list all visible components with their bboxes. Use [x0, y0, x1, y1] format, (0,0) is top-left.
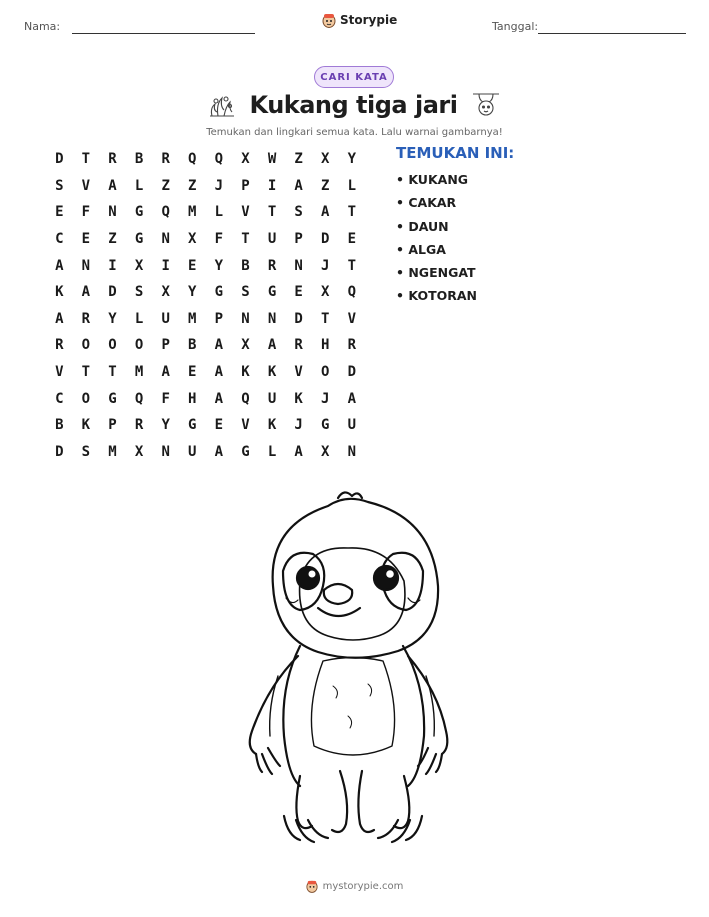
grid-letter[interactable]: J [321, 257, 330, 274]
grid-letter[interactable]: N [347, 443, 357, 460]
grid-letter[interactable]: K [294, 390, 303, 407]
grid-letter[interactable]: Q [134, 390, 144, 407]
grid-letter[interactable]: Y [214, 257, 224, 274]
word-list-item: • DAUN [396, 218, 449, 234]
grid-letter[interactable]: X [321, 443, 330, 460]
grid-letter[interactable]: H [188, 390, 197, 407]
grid-letter[interactable]: E [347, 231, 357, 248]
grid-letter[interactable]: N [81, 257, 91, 274]
grid-letter[interactable]: S [55, 177, 64, 194]
grid-letter[interactable]: M [108, 443, 117, 460]
grid-letter[interactable]: Q [188, 151, 197, 168]
grid-letter[interactable]: G [134, 204, 144, 221]
grid-letter[interactable]: D [347, 364, 357, 381]
grid-letter[interactable]: X [161, 284, 170, 301]
word-list-item: • KUKANG [396, 172, 469, 187]
grid-row [46, 385, 366, 412]
sloth-hanging-icon [471, 90, 501, 120]
grid-letter[interactable]: O [321, 364, 330, 381]
grid-letter[interactable]: J [321, 390, 330, 407]
grid-letter[interactable]: R [108, 151, 117, 168]
grid-letter[interactable]: U [161, 310, 170, 327]
grid-row [46, 306, 366, 333]
grid-letter[interactable]: G [241, 443, 250, 460]
grid-letter[interactable]: T [347, 204, 357, 221]
grid-letter[interactable]: W [267, 151, 277, 168]
grid-letter[interactable]: U [347, 417, 357, 434]
grid-letter[interactable]: A [294, 177, 303, 194]
grid-letter[interactable]: V [347, 310, 357, 327]
grid-letter[interactable]: A [294, 443, 303, 460]
grid-letter[interactable]: D [55, 151, 64, 168]
grid-letter[interactable]: U [267, 231, 277, 248]
grid-letter[interactable]: U [188, 443, 197, 460]
grid-letter[interactable]: Q [241, 390, 250, 407]
grid-letter[interactable]: R [294, 337, 303, 354]
grid-letter[interactable]: R [134, 417, 144, 434]
grid-letter[interactable]: V [294, 364, 303, 381]
grid-letter[interactable]: P [241, 177, 250, 194]
grid-letter[interactable]: X [241, 337, 250, 354]
grid-letter[interactable]: J [294, 417, 303, 434]
grid-letter[interactable]: L [347, 177, 357, 194]
grid-letter[interactable]: F [161, 390, 170, 407]
grid-letter[interactable]: M [134, 364, 144, 381]
grid-letter[interactable]: O [108, 337, 117, 354]
footer-url[interactable]: mystorypie.com [322, 880, 404, 892]
grid-letter[interactable]: Q [347, 284, 357, 301]
grid-letter[interactable]: V [55, 364, 64, 381]
grid-letter[interactable]: O [134, 337, 144, 354]
sloth-illustration [228, 486, 478, 856]
grid-letter[interactable]: I [108, 257, 117, 274]
grid-letter[interactable]: Z [294, 151, 303, 168]
brand-name: Storypie [340, 13, 398, 27]
grid-letter[interactable]: U [267, 390, 277, 407]
grid-letter[interactable]: Y [161, 417, 170, 434]
grid-letter[interactable]: N [161, 443, 170, 460]
grid-letter[interactable]: K [241, 364, 250, 381]
grid-letter[interactable]: N [241, 310, 250, 327]
grid-letter[interactable]: D [108, 284, 117, 301]
word-list-item: • NGENGAT [396, 265, 476, 281]
grid-letter[interactable]: A [214, 443, 224, 460]
grid-letter[interactable]: X [321, 151, 330, 168]
grid-letter[interactable]: R [267, 257, 277, 274]
grid-letter[interactable]: Q [214, 151, 224, 168]
grid-letter[interactable]: E [188, 257, 197, 274]
grid-letter[interactable]: O [81, 390, 91, 407]
grid-letter[interactable]: G [188, 417, 197, 434]
grid-letter[interactable]: X [188, 231, 197, 248]
grid-letter[interactable]: Y [188, 284, 197, 301]
instructions: Temukan dan lingkari semua kata. Lalu warnai gambarnya! [206, 127, 503, 138]
grid-letter[interactable]: P [214, 310, 224, 327]
grid-letter[interactable]: L [267, 443, 277, 460]
grid-letter[interactable]: T [81, 151, 91, 168]
storypie-logo-icon [306, 879, 318, 893]
grid-letter[interactable]: E [294, 284, 303, 301]
grid-letter[interactable]: X [134, 443, 144, 460]
grid-letter[interactable]: E [188, 364, 197, 381]
grid-letter[interactable]: X [134, 257, 144, 274]
grid-letter[interactable]: G [214, 284, 224, 301]
grid-letter[interactable]: S [134, 284, 144, 301]
grid-letter[interactable]: N [294, 257, 303, 274]
grid-letter[interactable]: A [214, 364, 224, 381]
grid-letter[interactable]: A [108, 177, 117, 194]
grid-letter[interactable]: E [81, 231, 91, 248]
grid-letter[interactable]: K [81, 417, 91, 434]
grid-letter[interactable]: P [294, 231, 303, 248]
grid-letter[interactable]: T [81, 364, 91, 381]
grid-letter[interactable]: A [161, 364, 170, 381]
brand-logo [322, 12, 397, 28]
name-field[interactable] [72, 33, 255, 34]
grid-letter[interactable]: K [267, 364, 277, 381]
grid-letter[interactable]: G [108, 390, 117, 407]
grid-row [46, 173, 366, 200]
grid-letter[interactable]: G [134, 231, 144, 248]
grid-row [46, 412, 366, 439]
grid-letter[interactable]: L [134, 310, 144, 327]
grid-letter[interactable]: C [55, 231, 64, 248]
grid-letter[interactable]: N [161, 231, 170, 248]
grid-letter[interactable]: X [321, 284, 330, 301]
grid-letter[interactable]: B [241, 257, 250, 274]
grid-letter[interactable]: N [267, 310, 277, 327]
grid-letter[interactable]: M [188, 310, 197, 327]
grid-letter[interactable]: X [241, 151, 250, 168]
grid-letter[interactable]: Q [161, 204, 170, 221]
word-search-grid[interactable] [46, 146, 366, 465]
grid-letter[interactable]: G [321, 417, 330, 434]
word-list-title: TEMUKAN INI: [396, 144, 515, 162]
grid-letter[interactable]: P [108, 417, 117, 434]
grid-letter[interactable]: G [267, 284, 277, 301]
grid-letter[interactable]: S [241, 284, 250, 301]
grid-letter[interactable]: Y [347, 151, 357, 168]
grid-letter[interactable]: K [55, 284, 64, 301]
activity-badge: CARI KATA [314, 66, 394, 88]
footer [0, 879, 709, 893]
algae-icon [208, 92, 236, 118]
grid-letter[interactable]: D [294, 310, 303, 327]
grid-row [46, 359, 366, 386]
grid-letter[interactable]: A [321, 204, 330, 221]
grid-row [46, 226, 366, 253]
grid-row [46, 332, 366, 359]
grid-letter[interactable]: V [241, 204, 250, 221]
grid-letter[interactable]: R [55, 337, 64, 354]
grid-letter[interactable]: H [321, 337, 330, 354]
grid-letter[interactable]: T [267, 204, 277, 221]
grid-letter[interactable]: E [55, 204, 64, 221]
grid-letter[interactable]: P [161, 337, 170, 354]
grid-row [46, 199, 366, 226]
grid-letter[interactable]: B [188, 337, 197, 354]
grid-letter[interactable]: E [214, 417, 224, 434]
grid-letter[interactable]: V [81, 177, 91, 194]
name-label: Nama: [24, 20, 61, 33]
grid-row [46, 439, 366, 466]
grid-letter[interactable]: R [161, 151, 170, 168]
grid-row [46, 146, 366, 173]
grid-letter[interactable]: Z [108, 231, 117, 248]
grid-letter[interactable]: B [55, 417, 64, 434]
grid-letter[interactable]: K [267, 417, 277, 434]
word-list-item: • CAKAR [396, 195, 457, 211]
grid-letter[interactable]: L [214, 204, 224, 221]
grid-letter[interactable]: L [134, 177, 144, 194]
grid-letter[interactable]: Z [188, 177, 197, 194]
word-list-item: • KOTORAN [396, 288, 478, 304]
grid-letter[interactable]: J [214, 177, 224, 194]
page-title: Kukang tiga jari [249, 91, 458, 119]
grid-letter[interactable]: A [55, 310, 64, 327]
grid-letter[interactable]: S [81, 443, 91, 460]
grid-letter[interactable]: A [267, 337, 277, 354]
grid-letter[interactable]: V [241, 417, 250, 434]
grid-letter[interactable]: R [347, 337, 357, 354]
grid-letter[interactable]: A [55, 257, 64, 274]
grid-row [46, 252, 366, 279]
grid-letter[interactable]: T [241, 231, 250, 248]
grid-letter[interactable]: F [81, 204, 91, 221]
grid-letter[interactable]: B [134, 151, 144, 168]
grid-letter[interactable]: T [321, 310, 330, 327]
grid-letter[interactable]: A [214, 390, 224, 407]
grid-letter[interactable]: D [55, 443, 64, 460]
date-label: Tanggal: [492, 20, 539, 33]
grid-letter[interactable]: C [55, 390, 64, 407]
grid-row [46, 279, 366, 306]
grid-letter[interactable]: Z [161, 177, 170, 194]
grid-letter[interactable]: A [81, 284, 91, 301]
word-list-item: • ALGA [396, 241, 446, 257]
grid-letter[interactable]: M [188, 204, 197, 221]
storypie-logo-icon [322, 12, 336, 28]
grid-letter[interactable]: I [161, 257, 170, 274]
grid-letter[interactable]: I [267, 177, 277, 194]
grid-letter[interactable]: T [347, 257, 357, 274]
grid-letter[interactable]: Y [108, 310, 117, 327]
word-list [396, 171, 477, 311]
date-field[interactable] [538, 33, 686, 34]
grid-letter[interactable]: R [81, 310, 91, 327]
grid-letter[interactable]: A [214, 337, 224, 354]
grid-letter[interactable]: S [294, 204, 303, 221]
grid-letter[interactable]: O [81, 337, 91, 354]
grid-letter[interactable]: A [347, 390, 357, 407]
grid-letter[interactable]: T [108, 364, 117, 381]
grid-letter[interactable]: F [214, 231, 224, 248]
grid-letter[interactable]: D [321, 231, 330, 248]
grid-letter[interactable]: N [108, 204, 117, 221]
grid-letter[interactable]: Z [321, 177, 330, 194]
